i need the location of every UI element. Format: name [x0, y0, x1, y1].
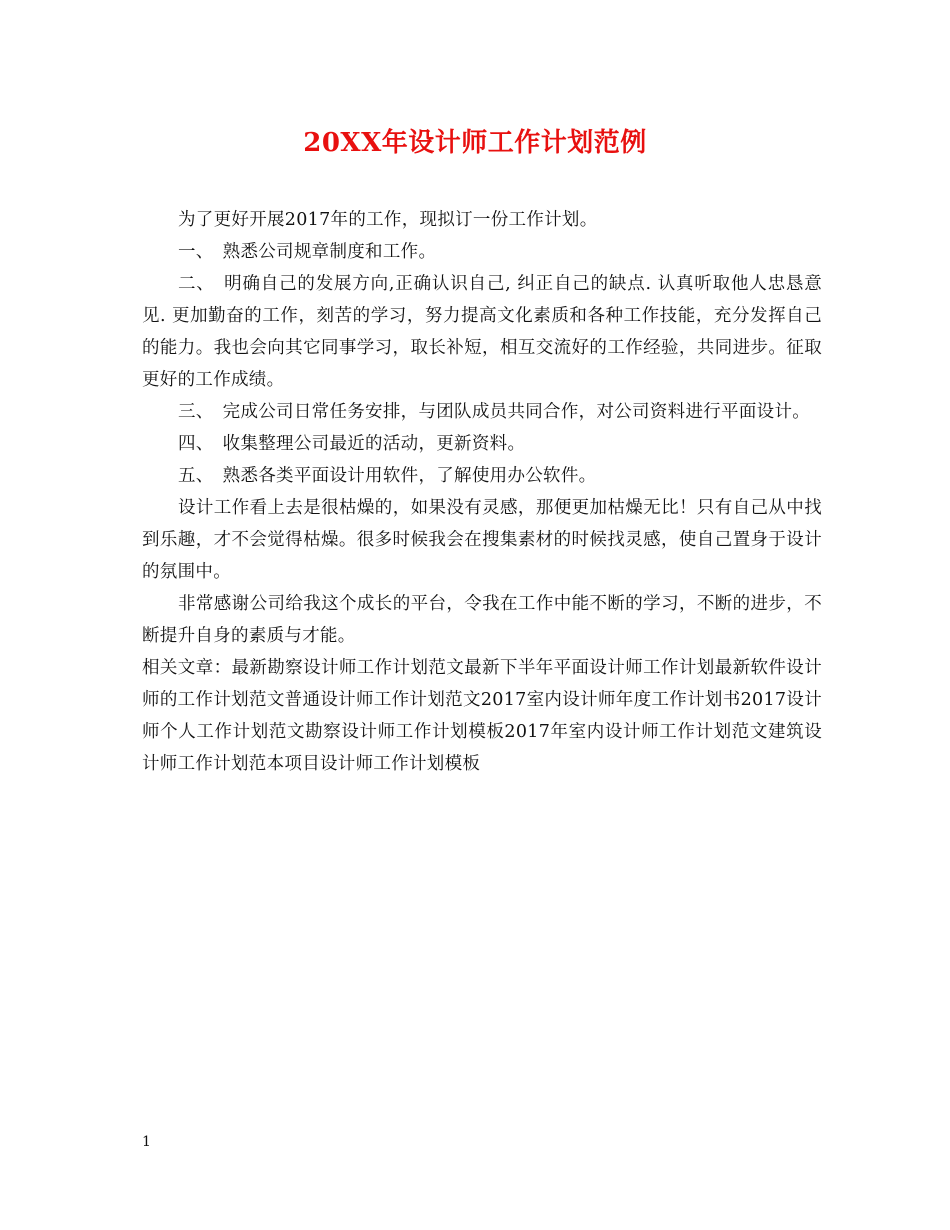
paragraph-item-1: 一、 熟悉公司规章制度和工作。 — [178, 242, 437, 262]
paragraph-reflection: 设计工作看上去是很枯燥的，如果没有灵感，那便更加枯燥无比！只有自己从中找到乐趣，才不会觉得枯燥。很多时候我会在搜集素材的时候找灵感，使自己置身于设计的氛围中。 — [142, 498, 822, 582]
paragraph-item-3: 三、 完成公司日常任务安排，与团队成员共同合作，对公司资料进行平面设计。 — [178, 402, 811, 422]
paragraph-thanks: 非常感谢公司给我这个成长的平台，令我在工作中能不断的学习，不断的进步，不断提升自身的素质与才能。 — [142, 594, 822, 646]
paragraph-item-5: 五、 熟悉各类平面设计用软件，了解使用办公软件。 — [178, 466, 597, 486]
document-title: 20XX年设计师工作计划范例 — [303, 128, 647, 158]
page-number: 1 — [142, 1134, 151, 1150]
paragraph-item-2: 二、 明确自己的发展方向,正确认识自己, 纠正自己的缺点. 认真听取他人忠恳意见. 更加勤奋的工作，刻苦的学习，努力提高文化素质和各种工作技能，充分发挥自己的能力。我也会向其它同事学习，取长补短，相互交流好的工作经验，共同进步。征取更好的工作成绩。 — [142, 274, 822, 390]
document-body — [142, 204, 822, 780]
related-articles: 相关文章：最新勘察设计师工作计划范文最新下半年平面设计师工作计划最新软件设计师的工作计划范文普通设计师工作计划范文2017室内设计师年度工作计划书2017设计师个人工作计划范文勘察设计师工作计划模板2017年室内设计师工作计划范文建筑设计师工作计划范本项目设计师工作计划模板 — [142, 658, 822, 774]
paragraph-intro: 为了更好开展2017年的工作，现拟订一份工作计划。 — [178, 210, 598, 230]
paragraph-item-4: 四、 收集整理公司最近的活动，更新资料。 — [178, 434, 526, 454]
